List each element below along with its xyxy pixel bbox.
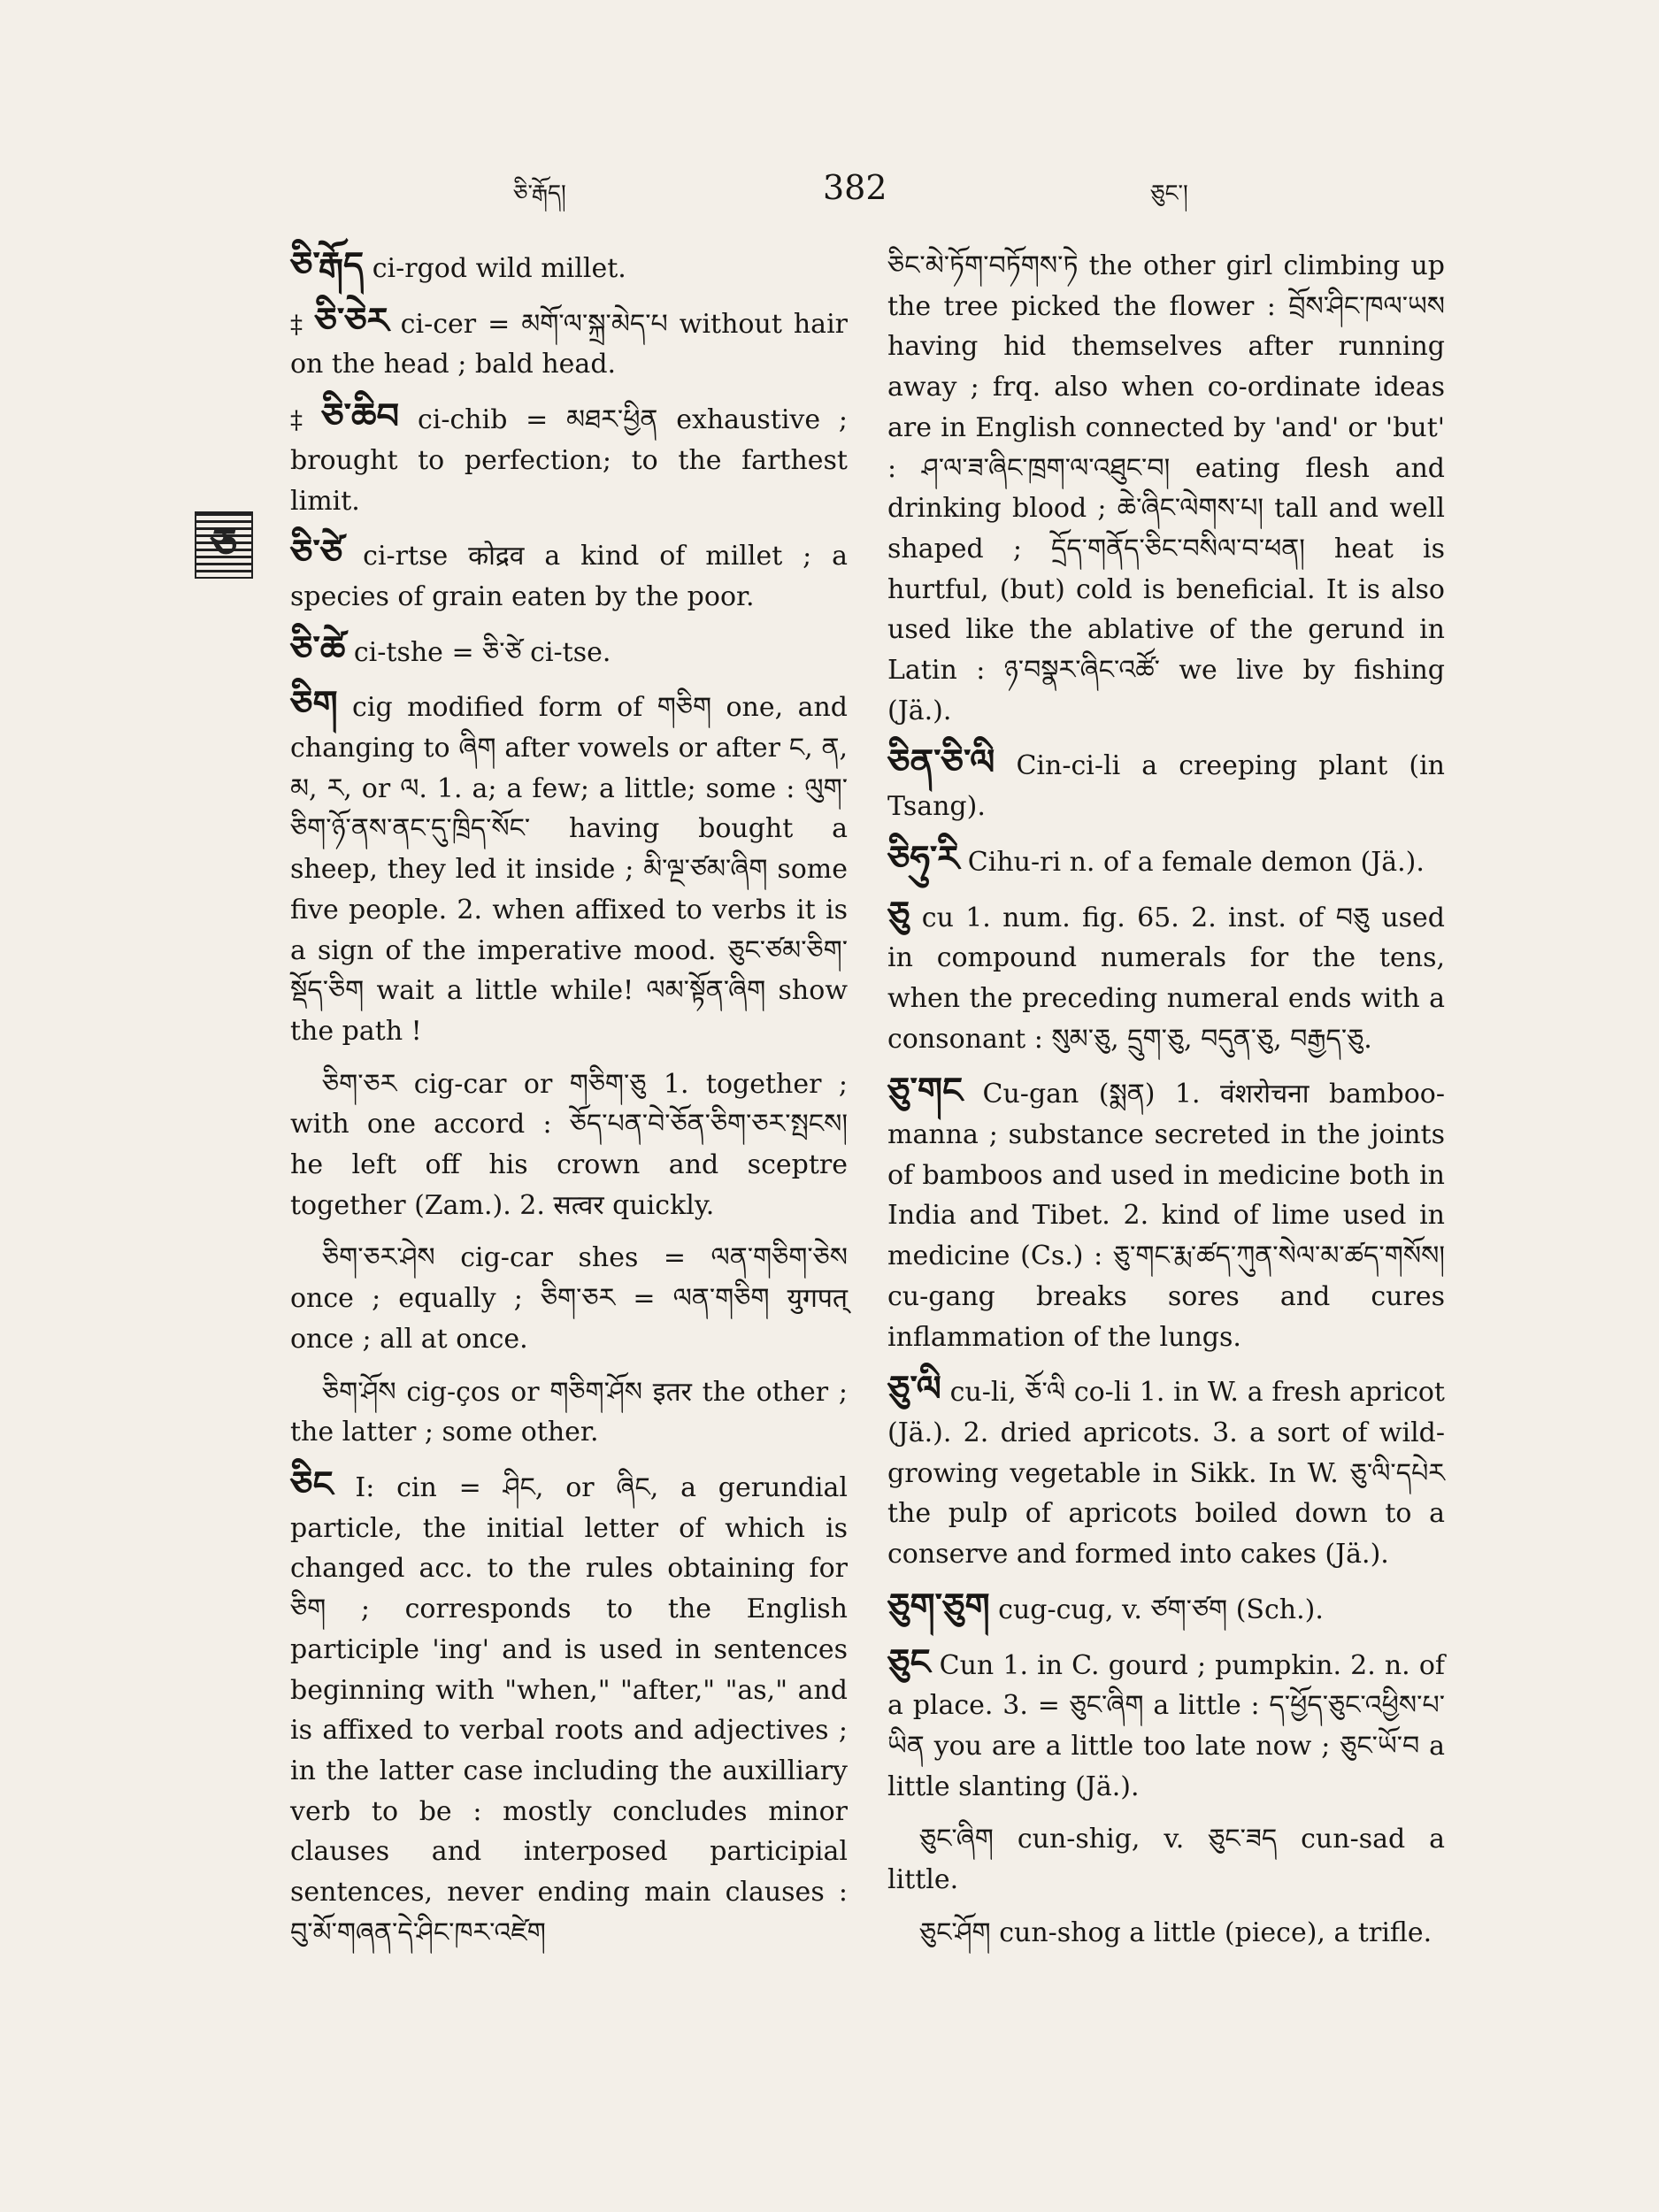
entry-definition: ཅིག་ཤོས cig-ços or གཅིག་ཤོས इतर the other ; the latter ; some other. [290,1376,848,1448]
dictionary-entry [887,1819,1445,1900]
running-head-left: ཅི་རྒོད། [513,180,566,207]
dictionary-entry [290,1064,848,1226]
entry-headword: ཅི་ཚེ [290,628,346,670]
entry-headword: ཅི་ཙེ [290,533,343,574]
dictionary-entry [290,302,848,385]
entry-definition: Cun 1. in C. gourd ; pumpkin. 2. n. of a place. 3. = ཅུང་ཞིག a little : ད་ཕྱོད་ཅུང་འཕྱིས་པ་ཡིན you are a little too late now ; ཅུང་ཡོ་བ a little slanting (Jä.). [887,1649,1445,1802]
dictionary-entry [290,630,848,673]
dictionary-entry [290,397,848,521]
entry-headword: ཅིང [290,1463,334,1505]
entry-definition: Cu-gan (སྨན) 1. वंशरोचना bamboo-manna ; substance secreted in the joints of bamboos and used in medicine both in India and Tibet. 2. kind of lime used in medicine (Cs.) : ཅུ་གང་རྨ་ཚད་ཀུན་སེལ་མ་ཚད་གསོས། cu-gang breaks sores and cures inflammation of the lungs. [887,1079,1445,1353]
dictionary-entry [887,1370,1445,1575]
entry-definition: cu-li, ཅོ་ལི co-li 1. in W. a fresh apricot (Jä.). 2. dried apricots. 3. a sort of wild-growing vegetable in Sikk. In W. ཅུ་ལི་དཔེར the pulp of apricots boiled down to a conserve and formed into cakes (Jä.). [887,1377,1445,1571]
dictionary-entry [290,1372,848,1453]
running-head-right: ཅུང་། [1150,180,1188,207]
dictionary-entry [887,895,1445,1060]
dictionary-entry [887,1913,1445,1954]
dictionary-entry [290,1465,848,1953]
entry-headword: ཅུ་ལི [887,1369,941,1410]
entry-definition: ཅུང་ཤོག cun-shog a little (piece), a trifle. [919,1916,1432,1948]
entry-headword: ཅི་ཆིབ [321,396,400,438]
entry-definition: ci-cer = མགོ་ལ་སྐྲ་མེད་པ without hair on the head ; bald head. [290,308,849,380]
entry-definition: ci-rtse कोद्रव a kind of millet ; a species of grain eaten by the poor. [290,541,848,612]
entry-definition: Cihu-ri n. of a female demon (Jä.). [967,846,1425,878]
entry-headword: ཅི་རྒོད [290,245,365,286]
entry-headword: ཅུག་ཅུག [887,1586,990,1627]
dictionary-entry [887,246,1445,731]
left-column [290,246,848,1965]
entry-headword: ཅིག [290,684,338,726]
dictionary-entry [887,743,1445,826]
dictionary-entry [887,840,1445,883]
entry-headword: ཅིཧུ་རི [887,838,960,879]
entry-definition: ཅིང་མེ་ཏོག་བཏོགས་ཏེ the other girl climbing up the tree picked the flower : བྲོས་ཤིང་ཁལ་ཡས having hid themselves after running away ; frq. also when co-ordinate ideas are in English connected by 'and' or 'but' : ཤ་ལ་ཟ་ཞིང་ཁྲག་ལ་འཐུང་བ། eating flesh and drinking blood ; ཆེ་ཞིང་ལེགས་པ། tall and well shaped ; དྲོད་གནོད་ཅིང་བསིལ་བ་ཕན། heat is hurtful, (but) cold is beneficial. It is also used like the ablative of the gerund in Latin : ཉ་བསྣར་ཞིང་འཚོ་ we live by fishing (Jä.). [887,250,1445,726]
entry-headword: ཅི་ཅེར [314,300,389,342]
entry-definition: Cin-ci-li a creeping plant (in Tsang). [887,750,1445,823]
dictionary-entry [290,534,848,617]
entry-headword: ཅུ་གང [887,1071,964,1112]
right-column [887,246,1445,1965]
entry-definition: cig modified form of གཅིག one, and changing to ཞིག after vowels or after ང, ན, མ, ར, or ལ. 1. a; a few; a little; some : ལུག་ཅིག་ཉོ་ནས་ནང་དུ་ཁྲིད་སོང་ having bought a sheep, they led it inside ; མི་ལྔ་ཙམ་ཞིག some five people. 2. when affixed to verbs it is a sign of the imperative mood. ཅུང་ཙམ་ཅིག་སྡོད་ཅིག wait a little while! ལམ་སྟོན་ཞིག show the path ! [290,692,848,1047]
entry-headword: ཅུ [887,894,910,935]
dictionary-entry [887,1643,1445,1808]
entry-headword: ཅུང [887,1641,931,1683]
entry-definition: ཅུང་ཞིག cun-shig, v. ཅུང་ཟད cun-sad a little. [887,1824,1445,1896]
dagger-mark: ‡ [290,309,306,339]
dictionary-entry [887,1071,1445,1357]
dictionary-entry [290,246,848,289]
entry-definition: ci-rgod wild millet. [372,253,626,284]
entry-headword: ཅིན་ཅི་ལི [887,742,995,784]
entry-definition: ci-chib = མཐར་ཕྱིན exhaustive ; brought to perfection; to the farthest limit. [290,404,848,517]
dagger-mark: ‡ [290,405,313,435]
page-number: 382 [823,168,887,207]
entry-definition: cu 1. num. fig. 65. 2. inst. of བཅུ used in compound numerals for the tens, when the preceding numeral ends with a consonant : སུམ་ཅུ, དྲུག་ཅུ, བདུན་ཅུ, བརྒྱད་ཅུ. [887,902,1445,1055]
dictionary-entry [887,1587,1445,1631]
entry-definition: cug-cug, v. ཙག་ཙག (Sch.). [998,1594,1324,1625]
entry-definition: ཅིག་ཅར་ཤེས cig-car shes = ལན་གཅིག་ཅེས once ; equally ; ཅིག་ཅར = ལན་གཅིག युगपत् once ; all at once. [290,1242,848,1355]
dictionary-entry [290,1238,848,1359]
thumb-index-marker: ཅ [195,511,253,579]
dictionary-entry [290,685,848,1051]
entry-definition: I: cin = ཤིང, or ཞིང, a gerundial particle, the initial letter of which is changed acc. to the rules obtaining for ཅིག ; corresponds to the English participle 'ing' and is used in sentences beginning with "when," "after," "as," and is affixed to verbal roots and adjectives ; in the latter case including the auxilliary verb to be : mostly concludes minor clauses and interposed participial sentences, never ending main clauses : བུ་མོ་གཞན་དེ་ཤིང་ཁར་འཛེག [290,1471,848,1948]
entry-definition: ཅིག་ཅར cig-car or གཅིག་ཅུ 1. together ; with one accord : ཅོད་པན་བེ་ཅོན་ཅིག་ཅར་སྤངས། he left off his crown and sceptre together (Zam.). 2. सत्वर quickly. [290,1068,848,1221]
entry-definition: ci-tshe = ཅི་ཙེ ci-tse. [353,636,611,668]
